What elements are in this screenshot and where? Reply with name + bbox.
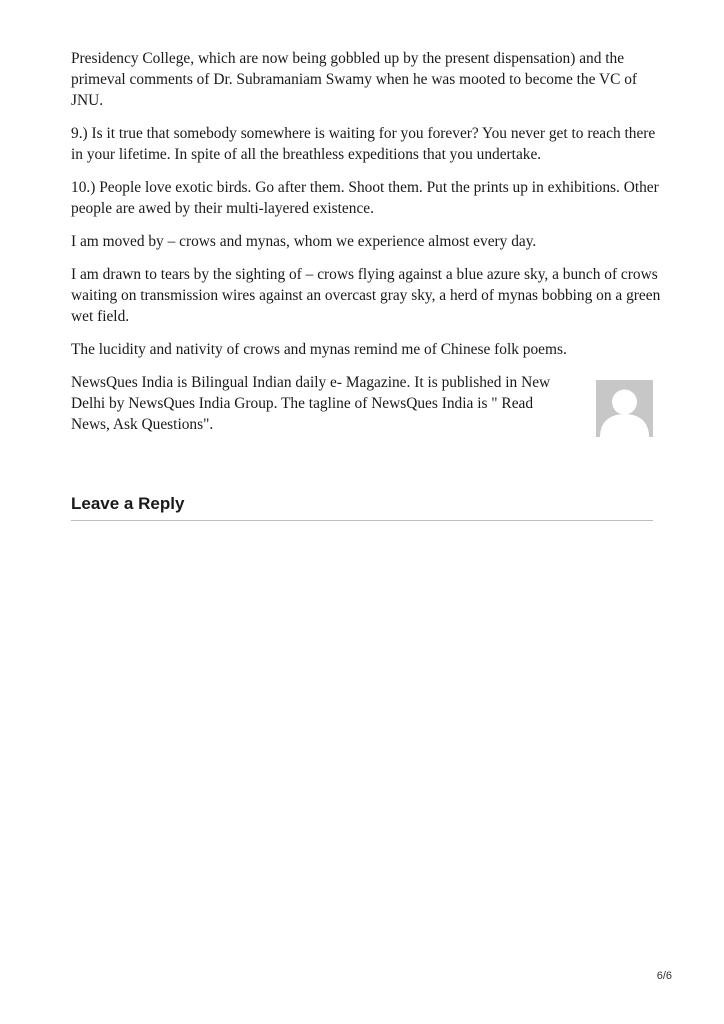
article-paragraph: 10.) People love exotic birds. Go after them. Shoot them. Put the prints up in exhibitions. Other people are awed by their multi-layered existence. xyxy=(71,179,659,217)
article-paragraph: The lucidity and nativity of crows and mynas remind me of Chinese folk poems. xyxy=(71,341,567,358)
article-content xyxy=(71,48,661,513)
article-paragraph: Presidency College, which are now being gobbled up by the present dispensation) and the primeval comments of Dr. Subramaniam Swamy when he was mooted to become the VC of JNU. xyxy=(71,50,638,109)
author-bio: NewsQues India is Bilingual Indian daily e- Magazine. It is published in New Delhi by NewsQues India Group. The tagline of NewsQues India is " Read News, Ask Questions". xyxy=(71,374,551,433)
leave-reply-heading: Leave a Reply xyxy=(71,493,653,521)
author-box xyxy=(71,372,661,432)
author-avatar xyxy=(596,380,653,437)
article-paragraph: 9.) Is it true that somebody somewhere is waiting for you forever? You never get to reach there in your lifetime. In spite of all the breathless expeditions that you undertake. xyxy=(71,125,656,163)
article-paragraph: I am drawn to tears by the sighting of – crows flying against a blue azure sky, a bunch of crows waiting on transmission wires against an overcast gray sky, a herd of mynas bobbing on a green wet field. xyxy=(71,266,661,325)
article-paragraph: I am moved by – crows and mynas, whom we experience almost every day. xyxy=(71,233,537,250)
user-silhouette-icon xyxy=(596,380,653,437)
page-number: 6/6 xyxy=(656,970,672,982)
